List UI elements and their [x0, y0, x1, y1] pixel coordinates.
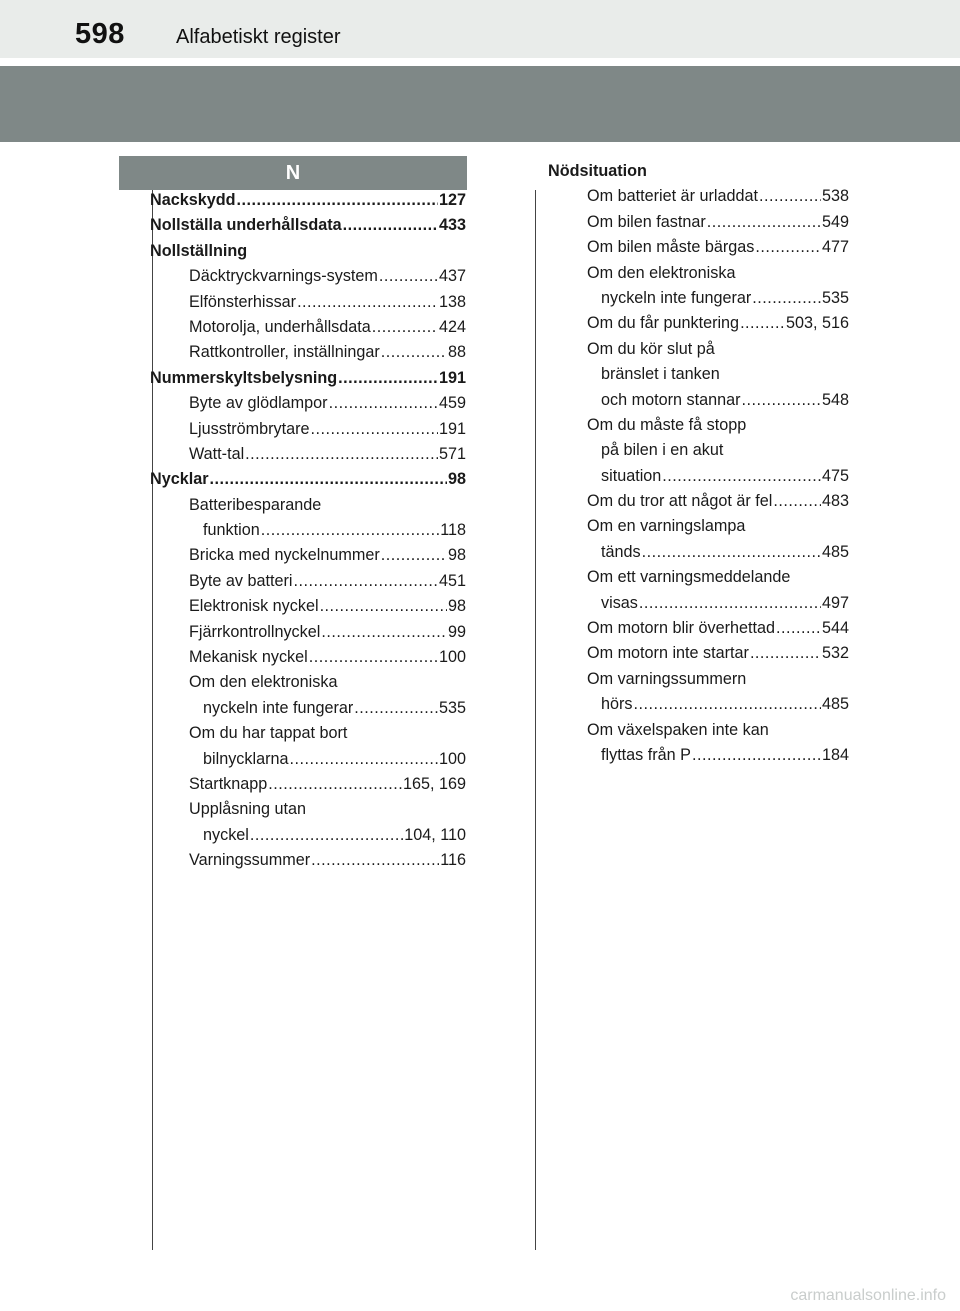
index-entry [548, 337, 849, 362]
page-number: 598 [75, 18, 125, 50]
dot-leader [707, 210, 821, 235]
index-entry [548, 388, 849, 413]
entry-term: Batteribesparande [189, 495, 322, 514]
entry-page-ref: 138 [438, 292, 466, 311]
entry-page-ref: 535 [438, 698, 466, 717]
index-entry [548, 235, 849, 260]
dot-leader [261, 518, 439, 543]
entry-term: Watt-tal [189, 444, 245, 463]
index-entry [150, 670, 466, 695]
dot-leader [245, 442, 438, 467]
index-entry [548, 692, 849, 717]
dot-leader [372, 315, 438, 340]
entry-page-ref: 424 [438, 317, 466, 336]
entry-page-ref: 538 [821, 187, 849, 206]
entry-term: Om den elektroniska [587, 263, 736, 282]
index-entry [150, 696, 466, 721]
index-entry [150, 772, 466, 797]
entry-page-ref: 127 [438, 191, 466, 209]
entry-term: Nackskydd [150, 191, 236, 209]
index-entry [150, 797, 466, 822]
entry-term: flyttas från P [601, 745, 691, 764]
dot-leader [759, 184, 821, 209]
entry-term: Mekanisk nyckel [189, 648, 308, 667]
watermark: carmanualsonline.info [790, 1287, 946, 1304]
index-entry [548, 641, 849, 666]
entry-page-ref: 532 [821, 644, 849, 663]
entry-term: Bricka med nyckelnummer [189, 546, 380, 565]
index-entry [150, 543, 466, 568]
index-entry [150, 569, 466, 594]
index-entry [150, 315, 466, 340]
index-entry [150, 340, 466, 365]
dot-leader [662, 464, 821, 489]
index-entry [150, 290, 466, 315]
dot-leader [289, 747, 438, 772]
entry-term: Rattkontroller, inställningar [189, 343, 380, 362]
dot-leader [343, 213, 438, 238]
dot-leader [268, 772, 402, 797]
right-index-column [548, 159, 849, 768]
index-entry [150, 213, 466, 238]
index-entry [150, 721, 466, 746]
dot-leader [740, 311, 785, 336]
entry-page-ref: 544 [821, 619, 849, 638]
index-entry [548, 667, 849, 692]
header-band [0, 66, 960, 142]
entry-term: Ljusströmbrytare [189, 419, 310, 438]
entry-term: Elfönsterhissar [189, 292, 297, 311]
index-entry [548, 718, 849, 743]
entry-term: hörs [601, 695, 633, 714]
dot-leader [293, 569, 438, 594]
entry-page-ref: 548 [821, 390, 849, 409]
index-entry [548, 261, 849, 286]
dot-leader [309, 645, 438, 670]
entry-page-ref: 535 [821, 288, 849, 307]
entry-term: Om du har tappat bort [189, 724, 348, 743]
entry-page-ref: 477 [821, 238, 849, 257]
index-entry [548, 565, 849, 590]
dot-leader [210, 467, 447, 492]
index-entry [548, 616, 849, 641]
dot-leader [692, 743, 821, 768]
index-entry [548, 438, 849, 463]
index-entry [548, 743, 849, 768]
index-entry [150, 366, 466, 391]
entry-page-ref: 451 [438, 571, 466, 590]
entry-term: Elektronisk nyckel [189, 597, 319, 616]
dot-leader [354, 696, 438, 721]
entry-term: Om batteriet är urladdat [587, 187, 758, 206]
entry-page-ref: 191 [438, 419, 466, 438]
dot-leader [297, 290, 438, 315]
entry-term: Byte av batteri [189, 571, 293, 590]
entry-page-ref: 100 [438, 648, 466, 667]
entry-term: Om bilen fastnar [587, 212, 706, 231]
dot-leader [338, 366, 438, 391]
entry-term: Varningssummer [189, 851, 311, 870]
entry-term: situation [601, 466, 662, 485]
index-entry [150, 188, 466, 213]
index-entry [548, 591, 849, 616]
entry-term: Om den elektroniska [189, 673, 338, 692]
entry-term: Nummerskyltsbelysning [150, 368, 338, 387]
index-entry [150, 467, 466, 492]
entry-term: Om du kör slut på [587, 339, 715, 358]
entry-page-ref: 98 [447, 597, 466, 616]
entry-term: Om varningssummern [587, 669, 747, 688]
index-entry [548, 311, 849, 336]
index-entry [150, 594, 466, 619]
index-entry [548, 540, 849, 565]
entry-page-ref: 165, 169 [402, 774, 466, 793]
entry-page-ref: 497 [821, 593, 849, 612]
entry-term: Nödsituation [548, 162, 647, 180]
entry-page-ref: 485 [821, 695, 849, 714]
entry-term: visas [601, 593, 638, 612]
dot-leader [379, 264, 438, 289]
index-entry [150, 848, 466, 873]
entry-page-ref: 98 [447, 470, 466, 489]
dot-leader [634, 692, 821, 717]
dot-leader [381, 543, 447, 568]
entry-term: Om motorn inte startar [587, 644, 749, 663]
entry-term: bränslet i tanken [601, 365, 720, 384]
entry-term: bilnycklarna [203, 749, 289, 768]
dot-leader [329, 391, 438, 416]
index-entry [548, 210, 849, 235]
entry-term: Om en varningslampa [587, 517, 746, 536]
entry-term: nyckeln inte fungerar [203, 698, 354, 717]
dot-leader [321, 620, 447, 645]
left-index-column [150, 188, 466, 874]
entry-term: Om växelspaken inte kan [587, 720, 769, 739]
dot-leader [250, 823, 403, 848]
entry-term: Upplåsning utan [189, 800, 306, 819]
index-entry [548, 514, 849, 539]
entry-term: Motorolja, underhållsdata [189, 317, 371, 336]
entry-page-ref: 437 [438, 267, 466, 286]
dot-leader [311, 417, 438, 442]
section-title: Alfabetiskt register [176, 26, 341, 48]
entry-term: Byte av glödlampor [189, 394, 328, 413]
entry-term: på bilen i en akut [601, 441, 724, 460]
entry-page-ref: 191 [438, 368, 466, 387]
dot-leader [311, 848, 439, 873]
index-entry [150, 518, 466, 543]
entry-page-ref: 184 [821, 745, 849, 764]
entry-page-ref: 503, 516 [785, 314, 849, 333]
entry-page-ref: 485 [821, 542, 849, 561]
entry-page-ref: 116 [440, 851, 466, 870]
entry-term: Om du måste få stopp [587, 415, 747, 434]
entry-term: tänds [601, 542, 641, 561]
dot-leader [741, 388, 821, 413]
dot-leader [642, 540, 821, 565]
dot-leader [776, 616, 821, 641]
entry-term: nyckeln inte fungerar [601, 288, 752, 307]
index-entry [150, 442, 466, 467]
letter-heading: N [119, 156, 467, 190]
index-entry [548, 489, 849, 514]
entry-term: och motorn stannar [601, 390, 741, 409]
entry-page-ref: 118 [440, 521, 466, 540]
dot-leader [381, 340, 447, 365]
index-entry [150, 645, 466, 670]
dot-leader [236, 188, 438, 213]
entry-term: Om du tror att något är fel [587, 492, 773, 511]
index-entry [150, 264, 466, 289]
entry-term: Om bilen måste bärgas [587, 238, 755, 257]
entry-page-ref: 483 [821, 492, 849, 511]
entry-page-ref: 100 [438, 749, 466, 768]
index-entry [150, 823, 466, 848]
index-entry [548, 413, 849, 438]
entry-term: Nycklar [150, 470, 209, 489]
index-entry [548, 464, 849, 489]
index-entry [548, 362, 849, 387]
right-column-rule [535, 190, 536, 1250]
entry-term: Nollställa underhållsdata [150, 216, 342, 235]
header-bar [0, 0, 960, 58]
entry-page-ref: 549 [821, 212, 849, 231]
entry-term: Om motorn blir överhettad [587, 619, 776, 638]
index-entry [548, 159, 849, 184]
entry-page-ref: 98 [447, 546, 466, 565]
index-entry [150, 747, 466, 772]
entry-term: Om ett varningsmeddelande [587, 568, 791, 587]
dot-leader [773, 489, 821, 514]
entry-term: nyckel [203, 825, 249, 844]
index-entry [150, 391, 466, 416]
entry-page-ref: 99 [447, 622, 466, 641]
entry-page-ref: 475 [821, 466, 849, 485]
entry-page-ref: 88 [447, 343, 466, 362]
index-entry [150, 417, 466, 442]
index-entry [150, 620, 466, 645]
index-entry [150, 239, 466, 264]
entry-term: Fjärrkontrollnyckel [189, 622, 321, 641]
entry-term: Nollställning [150, 241, 248, 260]
index-entry [150, 493, 466, 518]
entry-term: Startknapp [189, 774, 268, 793]
dot-leader [752, 286, 821, 311]
dot-leader [755, 235, 821, 260]
dot-leader [639, 591, 821, 616]
index-entry [548, 286, 849, 311]
entry-page-ref: 433 [438, 216, 466, 235]
dot-leader [320, 594, 447, 619]
entry-page-ref: 104, 110 [404, 825, 466, 844]
entry-page-ref: 571 [438, 444, 466, 463]
entry-term: funktion [203, 521, 260, 540]
entry-term: Däcktryckvarnings-system [189, 267, 378, 286]
dot-leader [750, 641, 821, 666]
entry-page-ref: 459 [438, 394, 466, 413]
index-entry [548, 184, 849, 209]
entry-term: Om du får punktering [587, 314, 740, 333]
